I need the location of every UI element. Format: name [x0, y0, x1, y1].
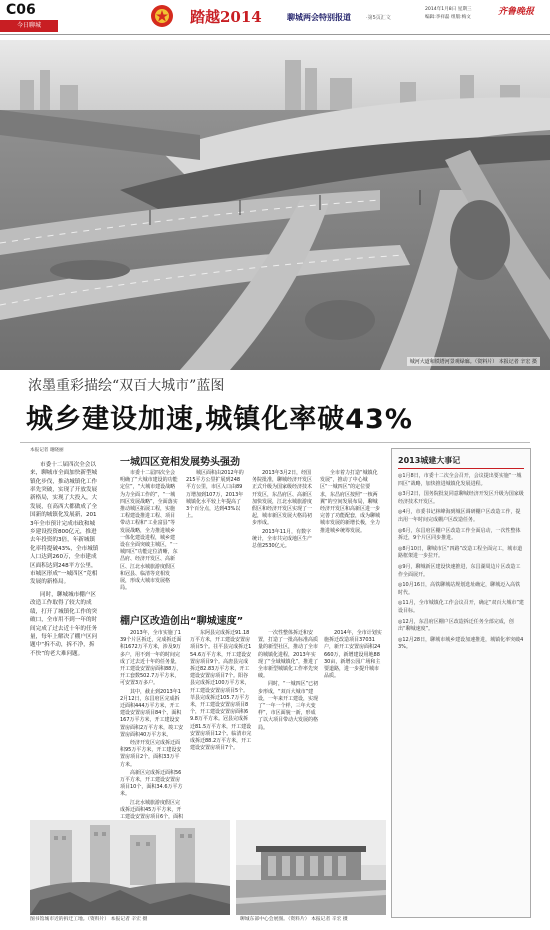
photo-right-caption: 聊城东部中心会展图。（资料片） 本报记者 辛宏 摄 [240, 917, 348, 922]
headline-rule [20, 442, 530, 443]
brand-logo: 齐鲁晚报 [498, 7, 535, 17]
sidebar-item: ◎11月，全市城镇化工作会议召开，确定“双百大城市”建设目标。 [398, 600, 524, 614]
article-column [120, 470, 178, 610]
header-rule [0, 34, 550, 35]
page-number: C06 [6, 2, 36, 18]
sidebar-item: ◎8月10日，聊城市区“四路”改造工程全面完工，城市道路框架进一步拉开。 [398, 545, 523, 560]
series-subtitle: 聊城两会特别报道 [287, 13, 351, 22]
main-photo-caption: 城河大道和铁塔河景观绿廊。（资料片） 本报记者 辛宏 摄 [407, 357, 540, 366]
sidebar-list [392, 473, 530, 913]
article-column [324, 630, 382, 820]
sidebar-item: ◎10月16日，高铁聊城站规划选址确定，聊城迈入高铁时代。 [398, 582, 521, 596]
article-paragraph: 2013年11月，有数字统计，全市共完成地区生产总值2530亿元。 [252, 528, 313, 550]
byline: 本报记者 谢晓丽 [30, 448, 64, 453]
article-paragraph: 2014年，全市计划实施拆迁改造项目37031户，新开工安置房面积24660万，新增建设用地8830亩，新增公园广场和主要道路，进一步提升城市品质。 [324, 630, 382, 680]
date-line: 2014年1月8日 星期三 [425, 7, 472, 12]
article-paragraph: 2013年，全市实施了139个片区拆迁，完成拆迁面积1672万平方米，涉及9万多户，用不到一年的时间完成了过去近十年的任务量，开工建设安置房面积88万，开工套数502.7万平方米，可安置3万多户。 [120, 630, 182, 687]
article-paragraph: 2013年3月2日，经国务院批准，聊城经济开发区正式升级为国家级经济技术开发区，东昌府区、高新区加快发展，江北水城旅游度假区和经济开发区实现了一起，城市新区发展大格局初步形成。 [252, 470, 313, 527]
article-paragraph: 江北水城旅游度假区完成拆迁面积45万平方米，开工建设安置房项目6个，面积 [120, 799, 184, 821]
sidebar-item: ◎9月，聊城新区建设快速推进，东昌湖周边片区改造工作全面展开。 [398, 563, 521, 578]
article-column [190, 630, 252, 820]
photo-left-caption: 图书馆城市近的拆迁工地。（资料片） 本报记者 辛宏 摄 [30, 917, 148, 922]
sidebar-box [391, 448, 531, 918]
main-photo [0, 40, 550, 370]
header-bar [0, 0, 550, 40]
emblem-icon [150, 4, 174, 28]
article-paragraph: 市委十二届四次全会明确了“大城市建设的功能定位”，“大城市建设战略为力全面工作的”，“一城四区发展战略”，全面落实推动城区拓展工程，实施工程建设推进工程、项目带动工程和“工业富县”等发展战略，全力推进城乡一体化建设进程，城乡建设在全面突破主城区，“一城四区”功能定位清晰，东昌府、经济开发区、高新区、江北水城旅游度假区和冠县、临清等竞相发展，形成大城市发展格局。 [120, 470, 178, 592]
article-column [120, 630, 184, 820]
article-column [252, 470, 312, 610]
editor-line: 编辑:李祥磊 组版:梅文 [425, 15, 471, 20]
series-sub2: ·第5页汇文 [366, 15, 391, 21]
kicker: 浓墨重彩描绘“双百大城市”蓝图 [28, 378, 225, 394]
sidebar-item: ◎4月，市委书记林峰海到城区调研棚户区改造工作，提出用一年时间完成棚户区改造任务。 [398, 509, 521, 523]
section-title-1: 一城四区竞相发展势头强劲 [120, 457, 240, 468]
article-paragraph: 高新区完成拆迁面积56万平方米，开工建设安置房项目10个，面积34.6万平方米。 [120, 769, 183, 798]
article-paragraph: 其中，截止到2013年12月12日，东昌府区完成拆迁面积444万平方米，开工建设安置房项目84个，面积167万平方米，开工建设安置房面积2万平方米，竣工安置房面积40万平方米。 [120, 688, 184, 738]
sidebar-item: ◎12月，东昌府区棚户区改造拆迁任务全部完成，创出“聊城速度”。 [398, 618, 514, 633]
article-paragraph: 城区面积由2012年的215平方公里扩展到248平方公里，市区人口由89万增加到107万，2013年城镇化水平较上年提高了3个百分点，达到43%以上。 [186, 470, 244, 520]
photo-left [30, 820, 230, 915]
article-column [258, 630, 320, 820]
article-paragraph: 一次性整体拆迁和安置，打造了一批高标准高质量的新型社区，推动了全市的城镇化进程，2013年实现了“全域城镇化”，推进了全市新型城镇化工作率先突破。 [258, 630, 319, 680]
article-column [186, 470, 244, 610]
article-paragraph: 经济开发区完成拆迁面积95万平方米，开工建设安置房项目2个，面积33万平方米。 [120, 740, 182, 768]
article-column [320, 470, 380, 610]
section-tag: 今日聊城 [0, 20, 58, 32]
article-paragraph: 同时，“一城四区”已初步形成，“双百大城市”建设，一年来开工建设，实现了“一年一个样，三年大变样”，市区面貌一新，形成了以大项目带动大发展的格局。 [258, 681, 319, 731]
photo-right [236, 820, 386, 915]
sidebar-item: ◎12月28日，聊城市城乡建设加速推进，城镇化率突破43%。 [398, 636, 524, 651]
sidebar-item: ◎6月，东昌府区棚户区改造工作全面启动，一次性整体拆迁，9个片区同步推进。 [398, 527, 521, 542]
sidebar-item: ◎1月8日，市委十二次全会召开，会议提出要实施“一城四区”战略，加快推进城镇化发展进程。 [398, 473, 522, 487]
lede-paragraph: 市委十二届四次全会以来，聊城市全面加快新型城镇化步伐，推动城镇化工作率先突破，实现了开放发展新格局，实现了大投入，大发展，在高西大都做成了全国新的城镇化发展新，2013年全市预计完成市政和城乡建设投资800亿元，推进去年投资的3倍，年新城镇化率将提破43%，全市城镇人口达到260万，全市建成区面积达到248平方公里，市城区形成“一城四区”竞相发展的新格局。 [30, 461, 99, 586]
article-paragraph: 东阿县完成拆迁91.18万平方米，开工建设安置房项目5个。茌平县完成拆迁154.6万平方米，开工建设安置房项目9个。高唐县完成拆迁82.83万平方米，开工建设安置房项目7个。阳谷县完成拆迁100万平方米，开工建设安置房项目5个。莘县完成拆迁105.7万平方米，开工建设安置房项目8个，开工建设安置房面积69.8万平方米。冠县完成拆迁81.5万平方米，开工建设安置房项目12个。临清市完成拆迁88.2万平方米，开工建设安置房项目7个。 [190, 630, 252, 752]
article-paragraph: 全市着力打造“城镇化发展”，推动了中心城区“一城四区”的定位要求，东昌府区按照“一核两翼”的空间发展布局，聊城经济开发区和高新区进一步完善了功能配套，成为聊城城市发展的新增长极，全力推进城乡统筹发展。 [320, 470, 381, 534]
lede-paragraph: 同时，聊城城市棚户区改造工作取得了较大的成绩，打开了城镇化工作的突破口，全市用不到一年的时间完成了过去近十年的任务量，每年上解决了棚户区问题中“拆不动，拆不净，拆不快”的老大难问题。 [30, 591, 98, 657]
sidebar-title: 2013城建大事记 [398, 453, 524, 469]
section-title-2: 棚户区改造创出“聊城速度” [120, 616, 244, 627]
sidebar-item: ◎3月2日，国务院批复同意聊城经济开发区升级为国家级经济技术开发区。 [398, 491, 524, 505]
series-title: 踏越2014 [190, 8, 262, 26]
byline-column [30, 448, 100, 818]
headline: 城乡建设加速,城镇化率破43% [26, 404, 413, 435]
